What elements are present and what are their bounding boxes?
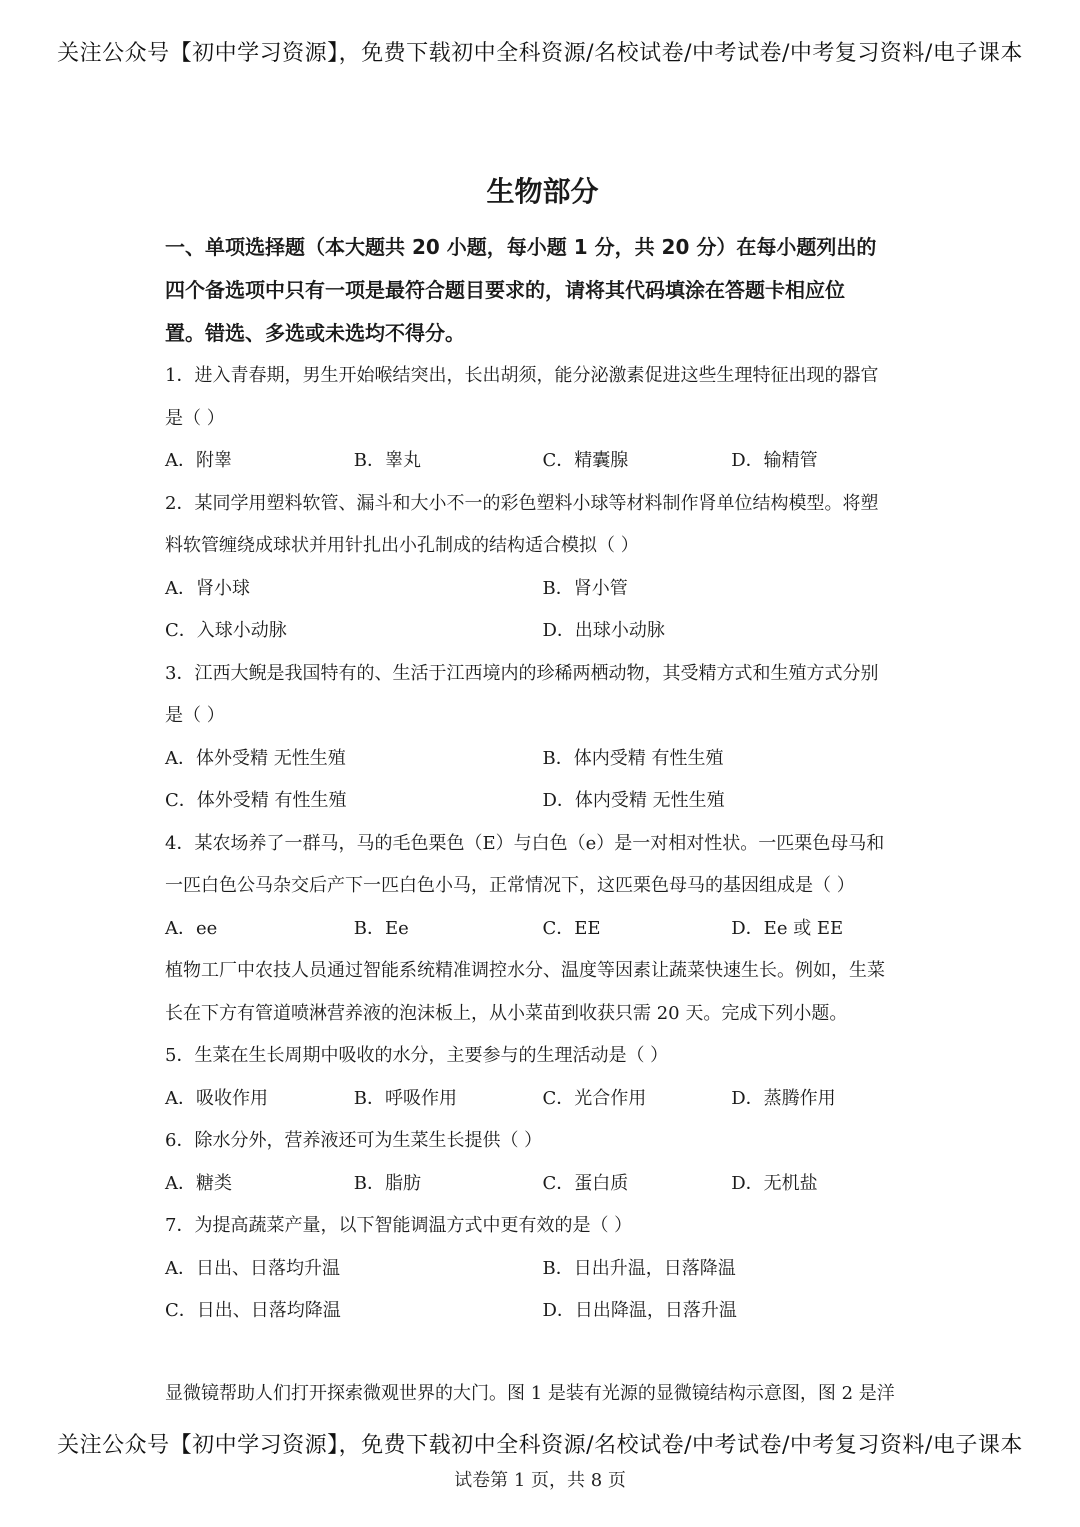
option-b: B．肾小管 [542, 577, 628, 599]
question-3-options [165, 780, 920, 823]
option-b: B．日出升温，日落降温 [542, 1257, 736, 1279]
passage-text: 长在下方有管道喷淋营养液的泡沫板上，从小菜苗到收获只需 20 天。完成下列小题。 [165, 1002, 848, 1024]
option-d: D．输精管 [731, 450, 818, 471]
option-b: B．脂肪 [353, 1172, 421, 1194]
question-1-stem: 是（ ） [165, 407, 225, 429]
question-6-stem: 6．除水分外，营养液还可为生菜生长提供（ ） [165, 1130, 543, 1151]
option-b: B．睾丸 [353, 450, 421, 471]
question-7-stem: 7．为提高蔬菜产量，以下智能调温方式中更有效的是（ ） [165, 1215, 633, 1236]
option-c: C．精囊腺 [542, 450, 629, 471]
option-d: D．日出降温，日落升温 [542, 1300, 737, 1321]
question-3-options [165, 738, 920, 781]
option-c: C．入球小动脉 [165, 620, 287, 641]
option-c: C．日出、日落均降温 [165, 1300, 341, 1321]
section-heading-line: 置。错选、多选或未选均不得分。 [165, 321, 465, 345]
option-a: A．肾小球 [165, 577, 250, 599]
option-b: B．Ee [353, 917, 409, 939]
question-2-stem: 2．某同学用塑料软管、漏斗和大小不一的彩色塑料小球等材料制作肾单位结构模型。将塑 [165, 492, 879, 514]
option-b: B．体内受精 有性生殖 [542, 747, 724, 769]
page-footer: 试卷第 1 页，共 8 页 [454, 1470, 626, 1491]
option-d: D．体内受精 无性生殖 [542, 790, 725, 811]
question-7-options [165, 1290, 920, 1333]
option-d: D．蒸腾作用 [731, 1087, 836, 1109]
exam-content [165, 170, 920, 1415]
question-6-options [165, 1163, 920, 1206]
question-1-options [165, 440, 920, 483]
option-d: D．无机盐 [731, 1172, 818, 1194]
option-a: A．体外受精 无性生殖 [165, 747, 346, 769]
option-c: C．EE [542, 917, 601, 939]
option-c: C．蛋白质 [542, 1172, 629, 1194]
question-2-options [165, 610, 920, 653]
option-a: A．ee [165, 917, 218, 939]
option-c: C．体外受精 有性生殖 [165, 790, 347, 811]
option-a: A．吸收作用 [165, 1087, 268, 1109]
question-4-options [165, 908, 920, 951]
passage-text: 植物工厂中农技人员通过智能系统精准调控水分、温度等因素让蔬菜快速生长。例如，生菜 [165, 960, 885, 981]
question-7-options [165, 1248, 920, 1291]
option-a: A．附睾 [165, 450, 232, 471]
question-5-stem: 5．生菜在生长周期中吸收的水分，主要参与的生理活动是（ ） [165, 1045, 669, 1066]
option-a: A．日出、日落均升温 [165, 1257, 340, 1279]
top-banner: 关注公众号【初中学习资源】，免费下载初中全科资源/名校试卷/中考试卷/中考复习资料/电子课本 [57, 41, 1023, 66]
question-4-stem: 一匹白色公马杂交后产下一匹白色小马，正常情况下，这匹栗色母马的基因组成是（ ） [165, 875, 855, 896]
question-4-stem: 4．某农场养了一群马，马的毛色栗色（E）与白色（e）是一对相对性状。一匹栗色母马和 [165, 832, 885, 854]
option-d: D．出球小动脉 [542, 620, 665, 641]
question-2-stem: 料软管缠绕成球状并用针扎出小孔制成的结构适合模拟（ ） [165, 535, 639, 556]
question-3-stem: 3．江西大鲵是我国特有的、生活于江西境内的珍稀两栖动物，其受精方式和生殖方式分别 [165, 662, 879, 684]
section-heading-line: 一、单项选择题（本大题共 20 小题，每小题 1 分，共 20 分）在每小题列出的 [165, 235, 877, 259]
passage-text: 显微镜帮助人们打开探索微观世界的大门。图 1 是装有光源的显微镜结构示意图，图 2 是洋 [165, 1382, 895, 1404]
question-5-options [165, 1078, 920, 1121]
option-d: D．Ee 或 EE [731, 917, 844, 939]
question-2-options [165, 568, 920, 611]
option-c: C．光合作用 [542, 1087, 647, 1109]
section-heading-line: 四个备选项中只有一项是最符合题目要求的，请将其代码填涂在答题卡相应位 [165, 278, 845, 302]
option-b: B．呼吸作用 [353, 1087, 457, 1109]
page-title: 生物部分 [486, 175, 599, 208]
question-3-stem: 是（ ） [165, 705, 225, 726]
option-a: A．糖类 [165, 1172, 232, 1194]
question-1-stem: 1．进入青春期，男生开始喉结突出，长出胡须，能分泌激素促进这些生理特征出现的器官 [165, 365, 879, 386]
bottom-banner: 关注公众号【初中学习资源】，免费下载初中全科资源/名校试卷/中考试卷/中考复习资料/电子课本 [57, 1433, 1023, 1458]
